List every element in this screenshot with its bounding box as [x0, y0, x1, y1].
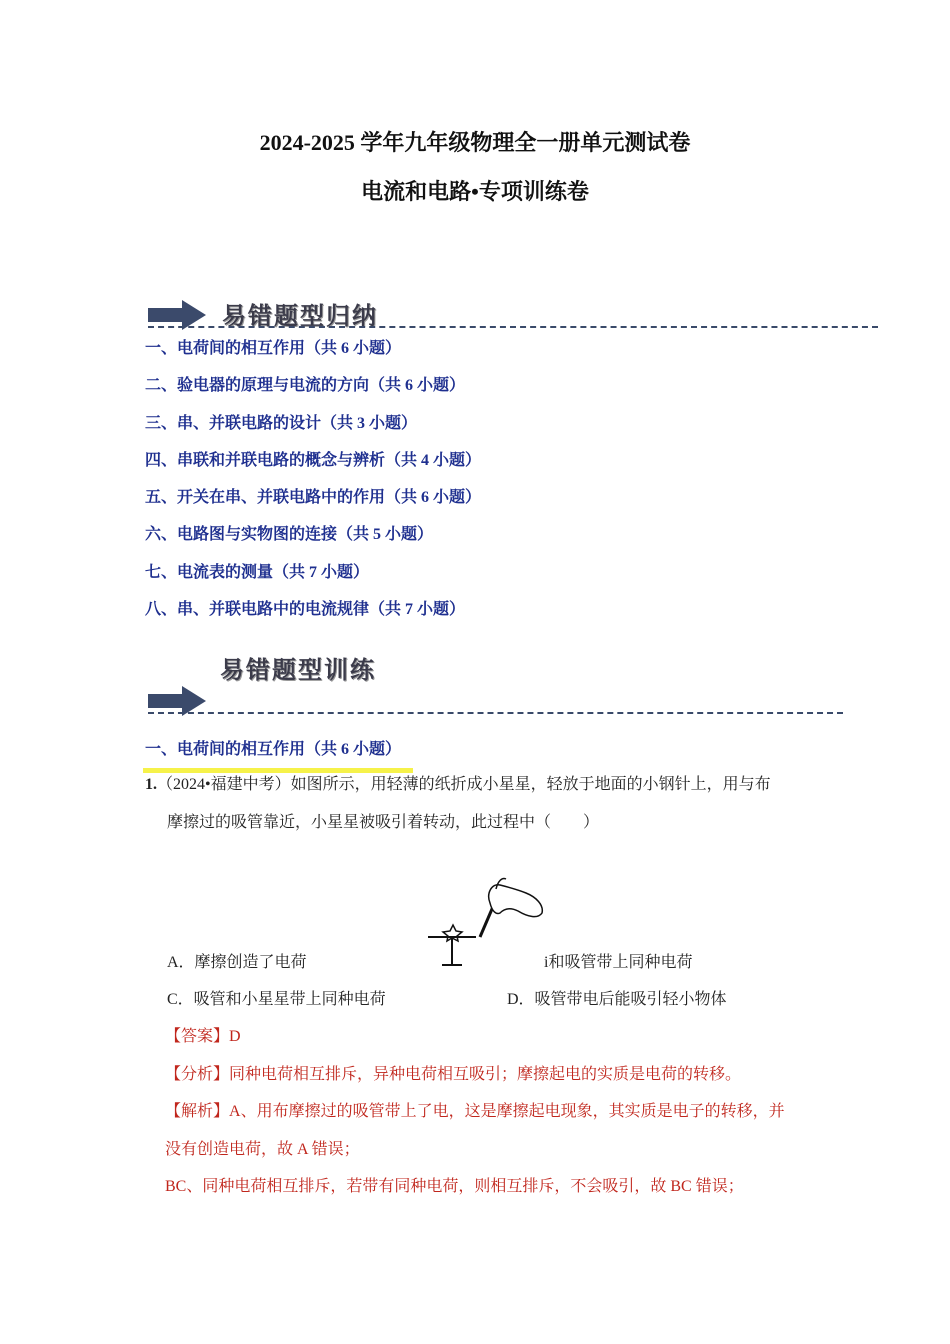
- list-item[interactable]: 六、电路图与实物图的连接（共 5 小题）: [145, 526, 434, 544]
- explanation-line-1: [165, 1098, 785, 1121]
- list-item[interactable]: 一、电荷间的相互作用（共 6 小题）: [145, 340, 402, 357]
- section-heading: 一、电荷间的相互作用（共 6 小题）: [145, 741, 402, 758]
- explanation-line-3: BC、同种电荷相互排斥，若带有同种电荷，则相互排斥，不会吸引，故 BC 错误；: [165, 1178, 744, 1195]
- explanation-text: A、用布摩擦过的吸管带上了电，这是摩擦起电现象，其实质是电子的转移，并: [229, 1103, 785, 1120]
- list-item[interactable]: 五、开关在串、并联电路中的作用（共 6 小题）: [145, 489, 482, 507]
- banner-heading: 易错题型训练: [220, 655, 376, 684]
- answer-line: [165, 1023, 241, 1046]
- banner-error-summary: [148, 296, 878, 336]
- list-item[interactable]: 八、串、并联电路中的电流规律（共 7 小题）: [145, 601, 466, 619]
- answer-value: D: [229, 1028, 241, 1045]
- topic-list: [145, 338, 481, 636]
- question-text: （2024•福建中考）如图所示，用轻薄的纸折成小星星，轻放于地面的小钢针上，用与布: [157, 776, 771, 793]
- banner-error-training: [148, 650, 843, 720]
- option-a[interactable]: A．摩擦创造了电荷: [167, 954, 307, 971]
- straw-star-figure: [420, 875, 550, 975]
- option-b[interactable]: i和吸管带上同种电荷: [544, 954, 693, 971]
- answer-tag: 【答案】: [165, 1028, 230, 1045]
- analysis-line: [165, 1061, 741, 1084]
- option-c[interactable]: C．吸管和小星星带上同种电荷: [167, 991, 386, 1008]
- document-title: 2024-2025 学年九年级物理全一册单元测试卷: [259, 130, 691, 155]
- question-line-2: 摩擦过的吸管靠近，小星星被吸引着转动，此过程中（ ）: [167, 814, 600, 831]
- list-item[interactable]: 二、验电器的原理与电流的方向（共 6 小题）: [145, 377, 466, 395]
- option-d[interactable]: D．吸管带电后能吸引轻小物体: [507, 991, 727, 1008]
- list-item[interactable]: 七、电流表的测量（共 7 小题）: [145, 563, 370, 581]
- analysis-text: 同种电荷相互排斥，异种电荷相互吸引；摩擦起电的实质是电荷的转移。: [229, 1066, 742, 1083]
- question-line-1: [145, 774, 771, 796]
- highlight-bar: [143, 768, 413, 773]
- question-number: 1.: [145, 776, 157, 793]
- explanation-tag: 【解析】: [165, 1103, 230, 1120]
- list-item[interactable]: 四、串联和并联电路的概念与辨析（共 4 小题）: [145, 451, 482, 469]
- list-item[interactable]: 三、串、并联电路的设计（共 3 小题）: [145, 414, 418, 432]
- document-subtitle: 电流和电路•专项训练卷: [361, 179, 589, 204]
- analysis-tag: 【分析】: [165, 1066, 230, 1083]
- explanation-line-2: 没有创造电荷，故 A 错误；: [165, 1141, 360, 1158]
- divider: [148, 326, 878, 328]
- divider: [148, 712, 843, 714]
- banner-heading: 易错题型归纳: [222, 301, 378, 330]
